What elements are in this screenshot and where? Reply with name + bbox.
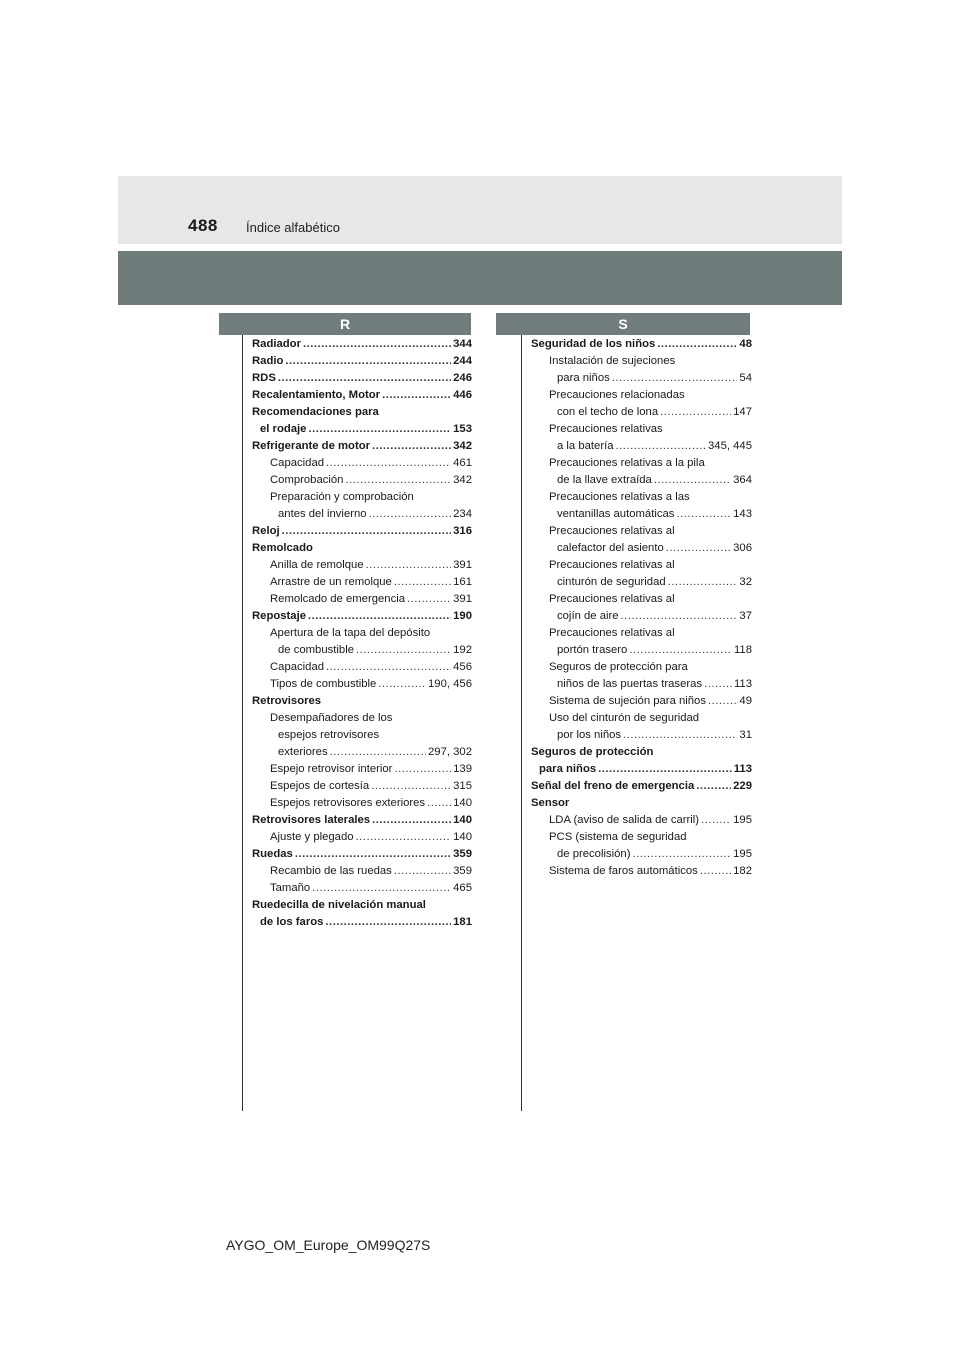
index-entry	[531, 472, 752, 489]
index-entry	[252, 829, 472, 846]
dot-leader	[382, 387, 451, 404]
index-entry	[531, 421, 752, 438]
index-entry-page[interactable]: 118	[733, 644, 752, 656]
index-entry	[252, 897, 472, 914]
index-entry-term: de precolisión)	[557, 848, 631, 860]
index-entry-page[interactable]: 181	[453, 916, 472, 928]
index-entry-term: Repostaje	[252, 610, 306, 622]
index-entry-term: Ruedecilla de nivelación manual	[252, 899, 426, 911]
index-entry-term: RDS	[252, 372, 276, 384]
index-entry-term: Sistema de sujeción para niños	[549, 695, 706, 707]
index-entry	[531, 744, 752, 761]
index-entry-term: Precauciones relativas al	[549, 525, 675, 537]
index-entry	[252, 336, 472, 353]
index-entry-term: antes del invierno	[278, 508, 367, 520]
index-entry-page[interactable]: 244	[453, 355, 472, 367]
index-entry-term: PCS (sistema de seguridad	[549, 831, 687, 843]
dot-leader	[326, 455, 451, 472]
dot-leader	[356, 829, 452, 846]
index-entry-page[interactable]: 359	[453, 848, 472, 860]
index-entry-term: de la llave extraída	[557, 474, 652, 486]
index-entry-page[interactable]: 391	[453, 593, 472, 605]
index-entry-term: Espejos retrovisores exteriores	[270, 797, 426, 809]
index-entry-page[interactable]: 113	[733, 763, 752, 775]
index-entry-page[interactable]: 54	[739, 372, 752, 384]
letter-heading-r: R	[219, 313, 471, 335]
index-entry	[252, 727, 472, 744]
dot-leader	[282, 523, 452, 540]
index-entry-page[interactable]: 229	[733, 780, 752, 792]
index-entry	[531, 540, 752, 557]
index-entry	[531, 404, 752, 421]
dot-leader	[372, 812, 451, 829]
dot-leader	[366, 557, 452, 574]
index-entry	[531, 727, 752, 744]
index-entry-page[interactable]: 153	[453, 423, 472, 435]
index-entry-term: para niños	[539, 763, 597, 775]
index-entry-term: Precauciones relacionadas	[549, 389, 685, 401]
index-entry	[252, 387, 472, 404]
index-entry	[531, 693, 752, 710]
dot-leader	[378, 676, 426, 693]
index-entry	[252, 608, 472, 625]
dot-leader	[657, 336, 737, 353]
dot-leader	[708, 693, 737, 710]
index-entry	[531, 846, 752, 863]
index-entry-page[interactable]: 113	[733, 678, 752, 690]
index-entry-page[interactable]: 345, 445	[708, 440, 752, 452]
index-entry	[531, 625, 752, 642]
dot-leader	[330, 744, 426, 761]
index-entry-term: Preparación y comprobación	[270, 491, 414, 503]
index-entry-page[interactable]: 195	[733, 848, 752, 860]
index-entry-term: Tipos de combustible	[270, 678, 377, 690]
index-entry-term: Ruedas	[252, 848, 293, 860]
index-entry-term: cojín de aire	[557, 610, 619, 622]
dot-leader	[612, 370, 738, 387]
index-entry	[252, 540, 472, 557]
index-entry	[531, 761, 752, 778]
dot-leader	[700, 863, 731, 880]
index-entry	[252, 778, 472, 795]
index-entry-page[interactable]: 32	[739, 576, 752, 588]
index-entry-term: Desempañadores de los	[270, 712, 393, 724]
index-entry	[531, 591, 752, 608]
index-entry	[252, 659, 472, 676]
column-rule-r	[242, 335, 243, 1111]
index-entry-page[interactable]: 143	[733, 508, 752, 520]
index-entry-page[interactable]: 147	[733, 406, 752, 418]
dot-leader	[308, 608, 451, 625]
index-entry-term: Precauciones relativas al	[549, 593, 675, 605]
dot-leader	[704, 676, 732, 693]
index-entry	[252, 506, 472, 523]
index-entry	[531, 455, 752, 472]
index-entry	[531, 523, 752, 540]
index-entry-term: Recalentamiento, Motor	[252, 389, 381, 401]
index-entry-term: Comprobación	[270, 474, 344, 486]
index-entry	[252, 523, 472, 540]
index-entry	[531, 574, 752, 591]
dot-leader	[676, 506, 731, 523]
dot-leader	[654, 472, 731, 489]
dot-leader	[623, 727, 737, 744]
dot-leader	[278, 370, 451, 387]
column-rule-s	[521, 335, 522, 1111]
dot-leader	[621, 608, 738, 625]
index-entry-term: Radiador	[252, 338, 301, 350]
index-entry-page[interactable]: 192	[453, 644, 472, 656]
dot-leader	[629, 642, 732, 659]
dot-leader	[303, 336, 451, 353]
dot-leader	[295, 846, 451, 863]
header-band	[118, 176, 842, 244]
index-entry-page[interactable]: 190, 456	[428, 678, 472, 690]
index-entry	[252, 353, 472, 370]
index-entry	[531, 642, 752, 659]
index-entry	[252, 880, 472, 897]
index-entry	[531, 659, 752, 676]
index-entry	[531, 353, 752, 370]
index-entry-term: niños de las puertas traseras	[557, 678, 703, 690]
index-entry-page[interactable]: 364	[733, 474, 752, 486]
index-entry-page[interactable]: 359	[453, 865, 472, 877]
index-entry	[252, 557, 472, 574]
index-entry-page[interactable]: 140	[453, 797, 472, 809]
index-entry	[531, 336, 752, 353]
index-entry-term: Espejo retrovisor interior	[270, 763, 393, 775]
index-entry-term: Ajuste y plegado	[270, 831, 354, 843]
index-entry-term: portón trasero	[557, 644, 628, 656]
index-entry-term: de los faros	[260, 916, 324, 928]
dot-leader	[666, 540, 731, 557]
index-entry-page[interactable]: 316	[453, 525, 472, 537]
index-entry-page[interactable]: 48	[739, 338, 752, 350]
index-entry	[531, 812, 752, 829]
index-entry-term: con el techo de lona	[557, 406, 659, 418]
index-entry-term: exteriores	[278, 746, 328, 758]
index-entry-term: LDA (aviso de salida de carril)	[549, 814, 700, 826]
index-entry	[531, 506, 752, 523]
index-entry-page[interactable]: 306	[733, 542, 752, 554]
index-entry-term: Instalación de sujeciones	[549, 355, 676, 367]
dot-leader	[372, 438, 451, 455]
index-entry	[252, 404, 472, 421]
index-entry-term: Recomendaciones para	[252, 406, 379, 418]
dot-leader	[427, 795, 451, 812]
index-entry-page[interactable]: 297, 302	[428, 746, 472, 758]
index-entry	[252, 863, 472, 880]
index-entry-term: Precauciones relativas al	[549, 559, 675, 571]
index-entry-term: Uso del cinturón de seguridad	[549, 712, 700, 724]
index-entry-page[interactable]: 342	[453, 440, 472, 452]
page-number: 488	[188, 216, 218, 235]
index-entry-term: Precauciones relativas a las	[549, 491, 690, 503]
index-entry	[252, 676, 472, 693]
index-entry-term: Refrigerante de motor	[252, 440, 371, 452]
dot-leader	[616, 438, 706, 455]
index-entry	[531, 489, 752, 506]
index-entry-term: Retrovisores	[252, 695, 322, 707]
index-entry-page[interactable]: 161	[453, 576, 472, 588]
dot-leader	[701, 812, 731, 829]
index-entry-page[interactable]: 391	[453, 559, 472, 571]
index-entry-page[interactable]: 37	[739, 610, 752, 622]
index-entry	[252, 370, 472, 387]
dot-leader	[285, 353, 451, 370]
index-entry-term: Capacidad	[270, 661, 325, 673]
index-entry-term: Seguros de protección para	[549, 661, 688, 673]
dot-leader	[668, 574, 738, 591]
index-entry-term: Arrastre de un remolque	[270, 576, 392, 588]
index-entry	[531, 863, 752, 880]
index-entry	[531, 438, 752, 455]
index-entry	[531, 370, 752, 387]
index-entry	[252, 472, 472, 489]
index-entry-page[interactable]: 465	[453, 882, 472, 894]
index-entry-term: el rodaje	[260, 423, 307, 435]
index-entry-term: calefactor del asiento	[557, 542, 664, 554]
dot-leader	[394, 863, 451, 880]
index-entry-page[interactable]: 190	[453, 610, 472, 622]
index-entry-term: Precauciones relativas al	[549, 627, 675, 639]
index-entry-page[interactable]: 246	[453, 372, 472, 384]
index-entry	[531, 608, 752, 625]
index-entry-page[interactable]: 342	[453, 474, 472, 486]
index-column-r	[252, 336, 472, 931]
dot-leader	[326, 659, 451, 676]
index-entry	[531, 795, 752, 812]
dot-leader	[369, 506, 452, 523]
index-entry-term: ventanillas automáticas	[557, 508, 675, 520]
dot-leader	[632, 846, 731, 863]
dot-leader	[345, 472, 451, 489]
index-entry-term: Precauciones relativas a la pila	[549, 457, 705, 469]
index-entry	[531, 557, 752, 574]
index-entry-page[interactable]: 344	[453, 338, 472, 350]
index-entry-page[interactable]: 446	[453, 389, 472, 401]
index-entry-term: Anilla de remolque	[270, 559, 364, 571]
index-entry	[252, 812, 472, 829]
index-entry	[252, 625, 472, 642]
index-entry-page[interactable]: 182	[733, 865, 752, 877]
index-entry-term: Capacidad	[270, 457, 325, 469]
index-column-s	[531, 336, 752, 880]
index-entry	[252, 574, 472, 591]
index-entry-term: Radio	[252, 355, 284, 367]
index-entry-term: por los niños	[557, 729, 622, 741]
index-entry-term: Espejos de cortesía	[270, 780, 370, 792]
dot-leader	[660, 404, 731, 421]
index-entry	[252, 421, 472, 438]
index-entry	[252, 455, 472, 472]
dot-leader	[356, 642, 451, 659]
index-entry-term: Remolcado	[252, 542, 313, 554]
index-entry	[252, 710, 472, 727]
index-entry-term: Recambio de las ruedas	[270, 865, 392, 877]
index-entry-page[interactable]: 461	[453, 457, 472, 469]
dot-leader	[312, 880, 451, 897]
index-entry	[252, 642, 472, 659]
index-entry-term: para niños	[557, 372, 610, 384]
index-entry	[252, 438, 472, 455]
index-entry	[252, 489, 472, 506]
index-entry	[252, 795, 472, 812]
section-banner	[118, 251, 842, 305]
index-entry-term: Reloj	[252, 525, 280, 537]
index-entry-page[interactable]: 234	[453, 508, 472, 520]
index-entry-term: Apertura de la tapa del depósito	[270, 627, 431, 639]
index-entry-page[interactable]: 315	[453, 780, 472, 792]
index-entry-term: cinturón de seguridad	[557, 576, 666, 588]
index-entry	[252, 591, 472, 608]
index-entry	[252, 761, 472, 778]
index-entry	[252, 914, 472, 931]
index-entry-term: Retrovisores laterales	[252, 814, 371, 826]
index-entry-page[interactable]: 456	[453, 661, 472, 673]
dot-leader	[371, 778, 451, 795]
index-entry-term: a la batería	[557, 440, 614, 452]
index-entry-term: espejos retrovisores	[278, 729, 380, 741]
index-entry-term: Sistema de faros automáticos	[549, 865, 698, 877]
section-title: Índice alfabético	[246, 220, 340, 235]
index-entry-term: Seguridad de los niños	[531, 338, 656, 350]
index-entry	[531, 829, 752, 846]
index-entry-term: Señal del freno de emergencia	[531, 780, 695, 792]
dot-leader	[394, 574, 451, 591]
document-code: AYGO_OM_Europe_OM99Q27S	[226, 1237, 431, 1253]
index-entry-term: Seguros de protección	[531, 746, 654, 758]
index-entry-page[interactable]: 140	[453, 831, 472, 843]
index-entry-page[interactable]: 49	[739, 695, 752, 707]
index-entry	[531, 710, 752, 727]
index-entry-term: Sensor	[531, 797, 570, 809]
dot-leader	[407, 591, 451, 608]
dot-leader	[308, 421, 451, 438]
index-entry-term: de combustible	[278, 644, 354, 656]
index-entry	[531, 676, 752, 693]
index-entry-page[interactable]: 195	[733, 814, 752, 826]
index-entry	[531, 778, 752, 795]
index-entry	[252, 744, 472, 761]
index-entry-term: Tamaño	[270, 882, 311, 894]
index-entry-term: Precauciones relativas	[549, 423, 663, 435]
index-entry	[252, 846, 472, 863]
index-entry	[252, 693, 472, 710]
dot-leader	[394, 761, 451, 778]
dot-leader	[696, 778, 731, 795]
dot-leader	[325, 914, 451, 931]
index-entry-term: Remolcado de emergencia	[270, 593, 406, 605]
dot-leader	[598, 761, 732, 778]
letter-heading-s: S	[496, 313, 750, 335]
index-entry-page[interactable]: 140	[453, 814, 472, 826]
index-entry-page[interactable]: 139	[453, 763, 472, 775]
index-entry-page[interactable]: 31	[739, 729, 752, 741]
index-entry	[531, 387, 752, 404]
